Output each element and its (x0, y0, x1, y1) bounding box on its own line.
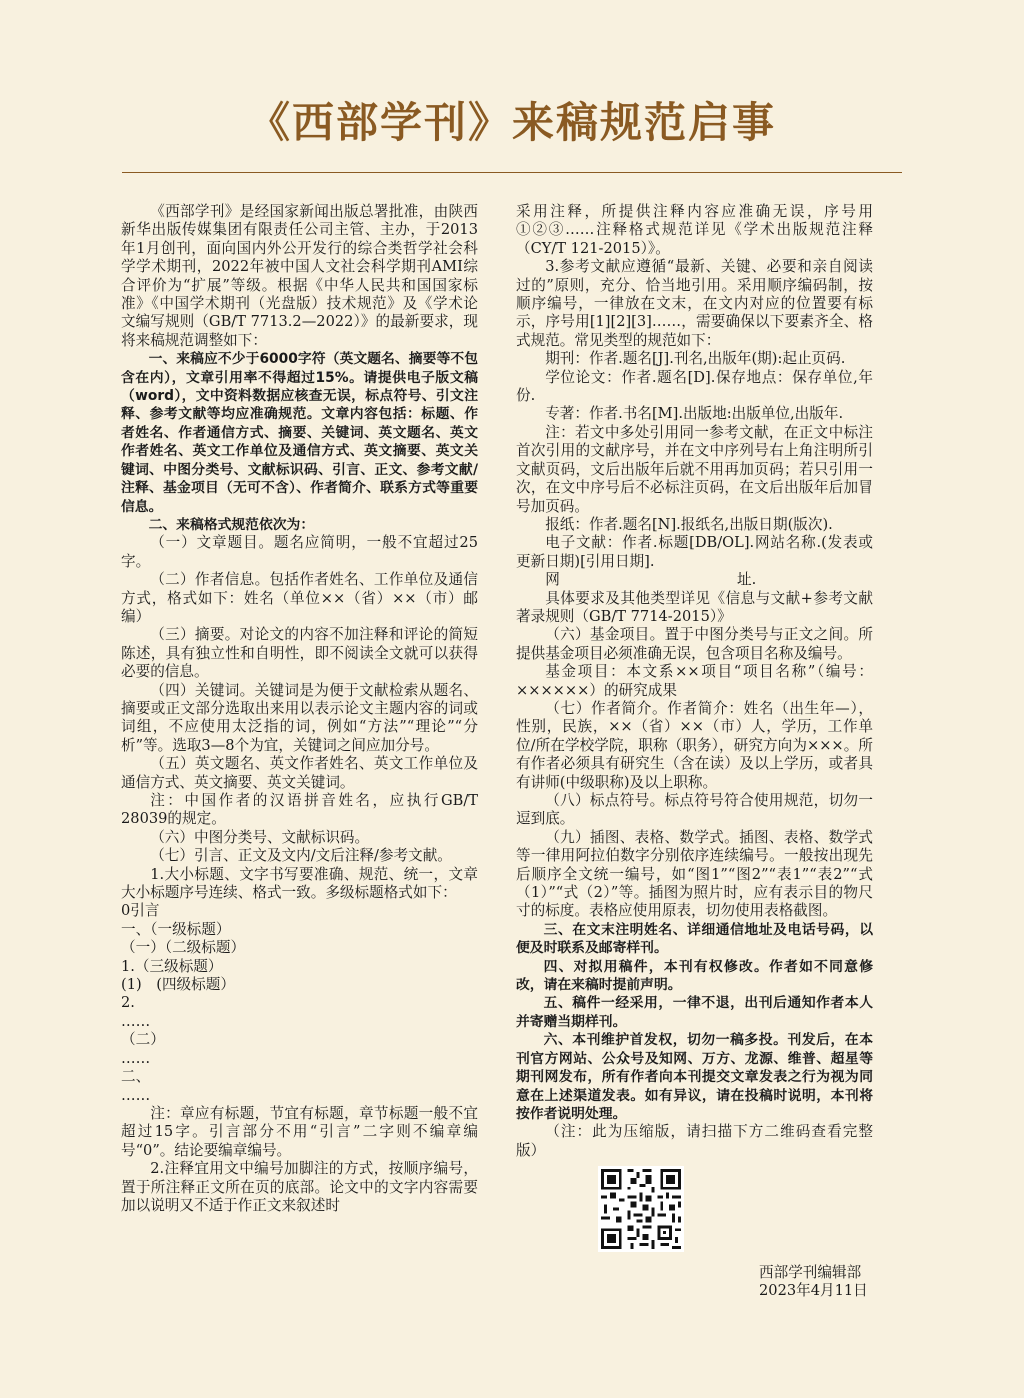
signature-block (759, 1264, 873, 1300)
heading-example-0: 0引言 (121, 902, 160, 920)
issue-date: 2023年4月11日 (759, 1281, 868, 1299)
item-author-bio: （七）作者简介。作者简介：姓名（出生年—），性别，民族，××（省）××（市）人，学历，工作单位/所在学校学院，职称（职务），研究方向为×××。所有作者必须具有研究生（含在读）及以上学历，或者具有讲师(中级职称)及以上职称。 (516, 699, 873, 791)
heading-example-9: 二、 (121, 1068, 151, 1086)
ref-website-a: 网 (545, 571, 560, 589)
heading-example-3: 1.（三级标题） (121, 957, 223, 975)
heading-example-6: …… (121, 1012, 151, 1030)
item-figures: （九）插图、表格、数学式。插图、表格、数学式等一律用阿拉伯数字分别依序连续编号。一般按出现先后顺序全文统一编号，如“图1”“图2”“表1”“表2”“式（1）”“式（2）”等。插图为照片时，应有表示目的物尺寸的标度。表格应使用原表，切勿使用表格截图。 (516, 828, 873, 920)
heading-example-8: …… (121, 1049, 151, 1067)
heading-example-1: 一、（一级标题） (121, 920, 231, 938)
item-classification: （六）中图分类号、文献标识码。 (150, 828, 370, 846)
section-4: 四、对拟用稿件，本刊有权修改。作者如不同意修改，请在来稿时提前声明。 (516, 958, 873, 994)
ref-electronic: 电子文献：作者.标题[DB/OL].网站名称.(发表或更新日期)[引用日期]. (516, 534, 873, 570)
intro-paragraph: 《西部学刊》是经国家新闻出版总署批准，由陕西新华出版传媒集团有限责任公司主管、主办，于2013年1月创刊，面向国内外公开发行的综合类哲学社会科学学术期刊，2022年被中国人文社会科学期刊AMI综合评价为“扩展”等级。根据《中华人民共和国国家标准》《中国学术期刊（光盘版）技术规范》及《学术论文编写规则（GB/T 7713.2—2022）》的最新要求，现将来稿规范调整如下： (121, 203, 478, 349)
ref-website (516, 571, 873, 589)
heading-example-10: …… (121, 1086, 151, 1104)
item-keywords: （四）关键词。关键词是为便于文献检索从题名、摘要或正文部分选取出来用以表示论文主题内容的词或词组，不应使用太泛指的词，例如“方法”“理论”“分析”等。选取3—8个为宜，关键词之间应加分号。 (121, 681, 478, 754)
section-3: 三、在文末注明姓名、详细通信地址及电话号码，以便及时联系及邮寄样刊。 (516, 921, 873, 957)
left-column (121, 203, 478, 1215)
section-6: 六、本刊维护首发权，切勿一稿多投。刊发后，在本刊官方网站、公众号及知网、万方、龙源、维普、超星等期刊网发布，所有作者向本刊提交文章发表之行为视为同意在上述渠道发表。如有异议，请在投稿时说明，本刊将按作者说明处理。 (516, 1032, 873, 1122)
qr-code-icon[interactable] (598, 1166, 684, 1252)
item-punctuation: （八）标点符号。标点符号符合使用规范，切勿一逗到底。 (516, 792, 873, 828)
ref-thesis: 学位论文：作者.题名[D].保存地点：保存单位,年份. (516, 368, 873, 405)
heading-example-5: 2. (121, 994, 135, 1012)
item-body-2: 2.注释宜用文中编号加脚注的方式，按顺序编号，置于所注释正文所在页的底部。论文中的文字内容需要加以说明又不适于作正文来叙述时 (121, 1160, 478, 1214)
ref-journal: 期刊：作者.题名[J].刊名,出版年(期):起止页码. (545, 350, 846, 368)
item-english: （五）英文题名、英文作者姓名、英文工作单位及通信方式、英文摘要、英文关键词。 (121, 755, 478, 791)
heading-example-7: （二） (121, 1031, 165, 1049)
page-title: 《西部学刊》来稿规范启事 (247, 98, 776, 147)
heading-note: 注：章应有标题，节宜有标题，章节标题一般不宜超过15字。引言部分不用“引言”二字则不编章编号“0”。结论要编章编号。 (121, 1104, 478, 1159)
item-body: （七）引言、正文及文内/文后注释/参考文献。 (150, 847, 452, 865)
right-column (516, 203, 873, 1300)
section-1: 一、来稿应不少于6000字符（英文题名、摘要等不包含在内），文章引用率不得超过15%。请提供电子版文稿（word），文中资料数据应核查无误，标点符号、引文注释、参考文献等均应准确规范。文章内容包括：标题、作者姓名、作者通信方式、摘要、关键词、英文题名、英文作者姓名、英文工作单位及通信方式、英文摘要、英文关键词、中图分类号、文献标识码、引言、正文、参考文献/注释、基金项目（无可不含）、作者简介、联系方式等重要信息。 (121, 351, 478, 515)
section-2-heading: 二、来稿格式规范依次为： (148, 516, 315, 533)
compressed-note: （注：此为压缩版，请扫描下方二维码查看完整版） (516, 1123, 873, 1159)
title-divider (122, 172, 902, 173)
item-fund: （六）基金项目。置于中图分类号与正文之间。所提供基金项目必须准确无误，包含项目名称及编号。 (516, 626, 873, 662)
ref-more: 具体要求及其他类型详见《信息与文献+参考文献著录规则（GB/T 7714-2015）》 (516, 589, 873, 625)
heading-example-2: （一）（二级标题） (121, 939, 246, 957)
ref-newspaper: 报纸：作者.题名[N].报纸名,出版日期(版次). (545, 515, 833, 533)
annotation-continued: 采用注释，所提供注释内容应准确无误，序号用①②③……注释格式规范详见《学术出版规范注释（CY/T 121-2015）》。 (516, 203, 873, 257)
ref-note: 注：若文中多处引用同一参考文献，在正文中标注首次引用的文献序号，并在文中序列号右上角注明所引文献页码，文后出版年后就不用再加页码；若只引用一次，在文中序号后不必标注页码，在文后出版年后加冒号加页码。 (516, 423, 873, 515)
heading-example-4: (1) (四级标题） (121, 976, 235, 994)
section-5: 五、稿件一经采用，一律不退，出刊后通知作者本人并寄赠当期样刊。 (516, 995, 873, 1030)
item-english-note: 注：中国作者的汉语拼音姓名，应执行GB/T 28039的规定。 (121, 792, 478, 828)
item-title: （一）文章题目。题名应简明，一般不宜超过25字。 (121, 534, 478, 570)
item-fund-example: 基金项目：本文系××项目“项目名称”（编号：××××××）的研究成果 (516, 663, 873, 699)
item-abstract: （三）摘要。对论文的内容不加注释和评论的简短陈述，具有独立性和自明性，即不阅读全文就可以获得必要的信息。 (121, 626, 478, 681)
ref-website-b: 址. (736, 571, 757, 589)
ref-monograph: 专著：作者.书名[M].出版地:出版单位,出版年. (545, 405, 844, 423)
item-author: （二）作者信息。包括作者姓名、工作单位及通信方式，格式如下：姓名（单位××（省）××（市）邮编） (121, 571, 478, 625)
item-body-1: 1.大小标题、文字书写要准确、规范、统一，文章大小标题序号连续、格式一致。多级标题格式如下： (121, 865, 478, 902)
item-body-3: 3.参考文献应遵循“最新、关键、必要和亲自阅读过的”原则，充分、恰当地引用。采用顺序编码制，按顺序编号，一律放在文末，在文内对应的位置要有标示，序号用[1][2][3]……，需要确保以下要素齐全、格式规范。常见类型的规范如下： (516, 258, 873, 349)
editorial-office: 西部学刊编辑部 (759, 1263, 862, 1281)
